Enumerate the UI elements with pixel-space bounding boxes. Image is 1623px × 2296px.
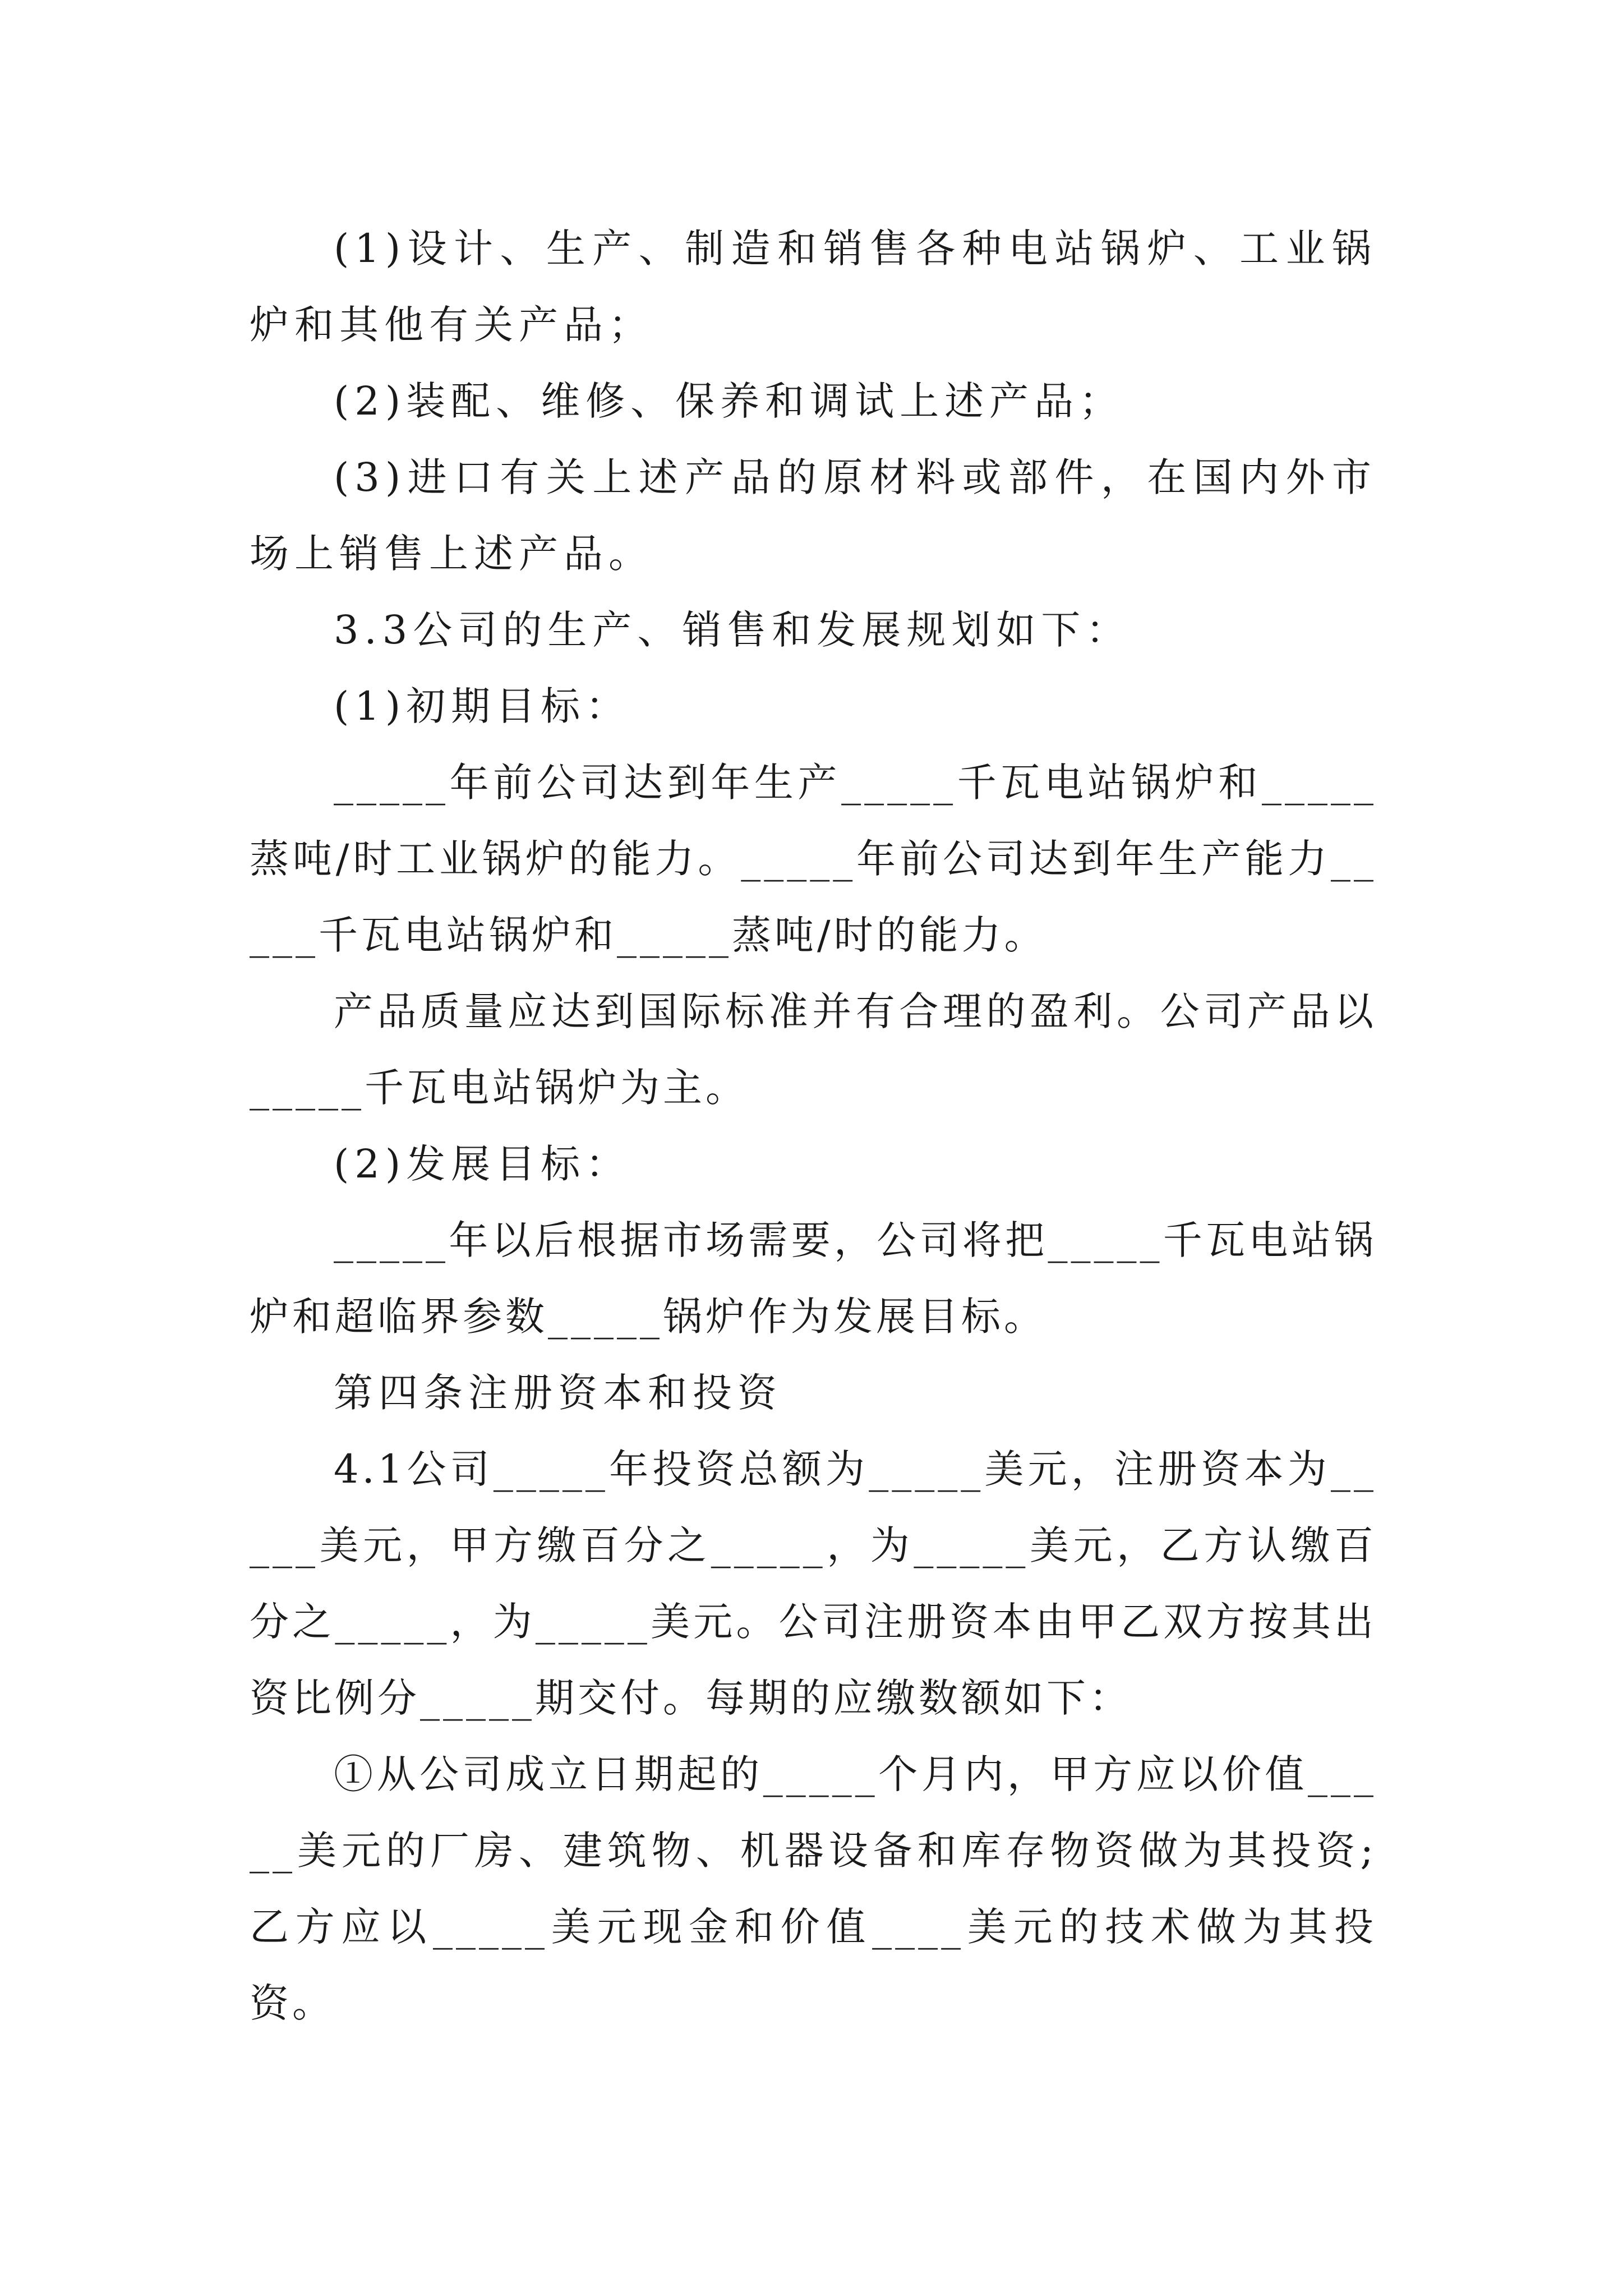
paragraph-scope-2: (2)装配、维修、保养和调试上述产品； bbox=[334, 378, 1124, 424]
paragraph-section-3-3: 3.3公司的生产、销售和发展规划如下： bbox=[334, 607, 1131, 653]
paragraph-scope-1: (1)设计、生产、制造和销售各种电站锅炉、工业锅炉和其他有关产品； bbox=[250, 226, 1377, 348]
document-page bbox=[250, 210, 1377, 2041]
paragraph-section-4-1: 4.1公司_____年投资总额为_____美元，注册资本为_____美元，甲方缴百分之_____，为_____美元，乙方认缴百分之_____，为_____美元。公司注册资本由甲乙双方按其出资比例分_____期交付。每期的应缴数额如下： bbox=[250, 1446, 1377, 1721]
paragraph-initial-goal-body: _____年前公司达到年生产_____千瓦电站锅炉和_____蒸吨/时工业锅炉的能力。_____年前公司达到年生产能力_____千瓦电站锅炉和_____蒸吨/时的能力。 bbox=[250, 760, 1377, 958]
paragraph-quality: 产品质量应达到国际标准并有合理的盈利。公司产品以_____千瓦电站锅炉为主。 bbox=[250, 988, 1377, 1111]
paragraph-scope-3: (3)进口有关上述产品的原材料或部件，在国内外市场上销售上述产品。 bbox=[250, 454, 1377, 577]
paragraph-development-goal-body: _____年以后根据市场需要，公司将把_____千瓦电站锅炉和超临界参数_____锅炉作为发展目标。 bbox=[250, 1217, 1377, 1340]
paragraph-development-goal-heading: (2)发展目标： bbox=[334, 1141, 631, 1187]
paragraph-installment-1: ①从公司成立日期起的_____个月内，甲方应以价值_____美元的厂房、建筑物、机器设备和库存物资做为其投资;乙方应以_____美元现金和价值____美元的技术做为其投资。 bbox=[250, 1751, 1377, 2026]
paragraph-article-4-title: 第四条注册资本和投资 bbox=[334, 1370, 782, 1416]
paragraph-initial-goal-heading: (1)初期目标： bbox=[334, 683, 631, 729]
